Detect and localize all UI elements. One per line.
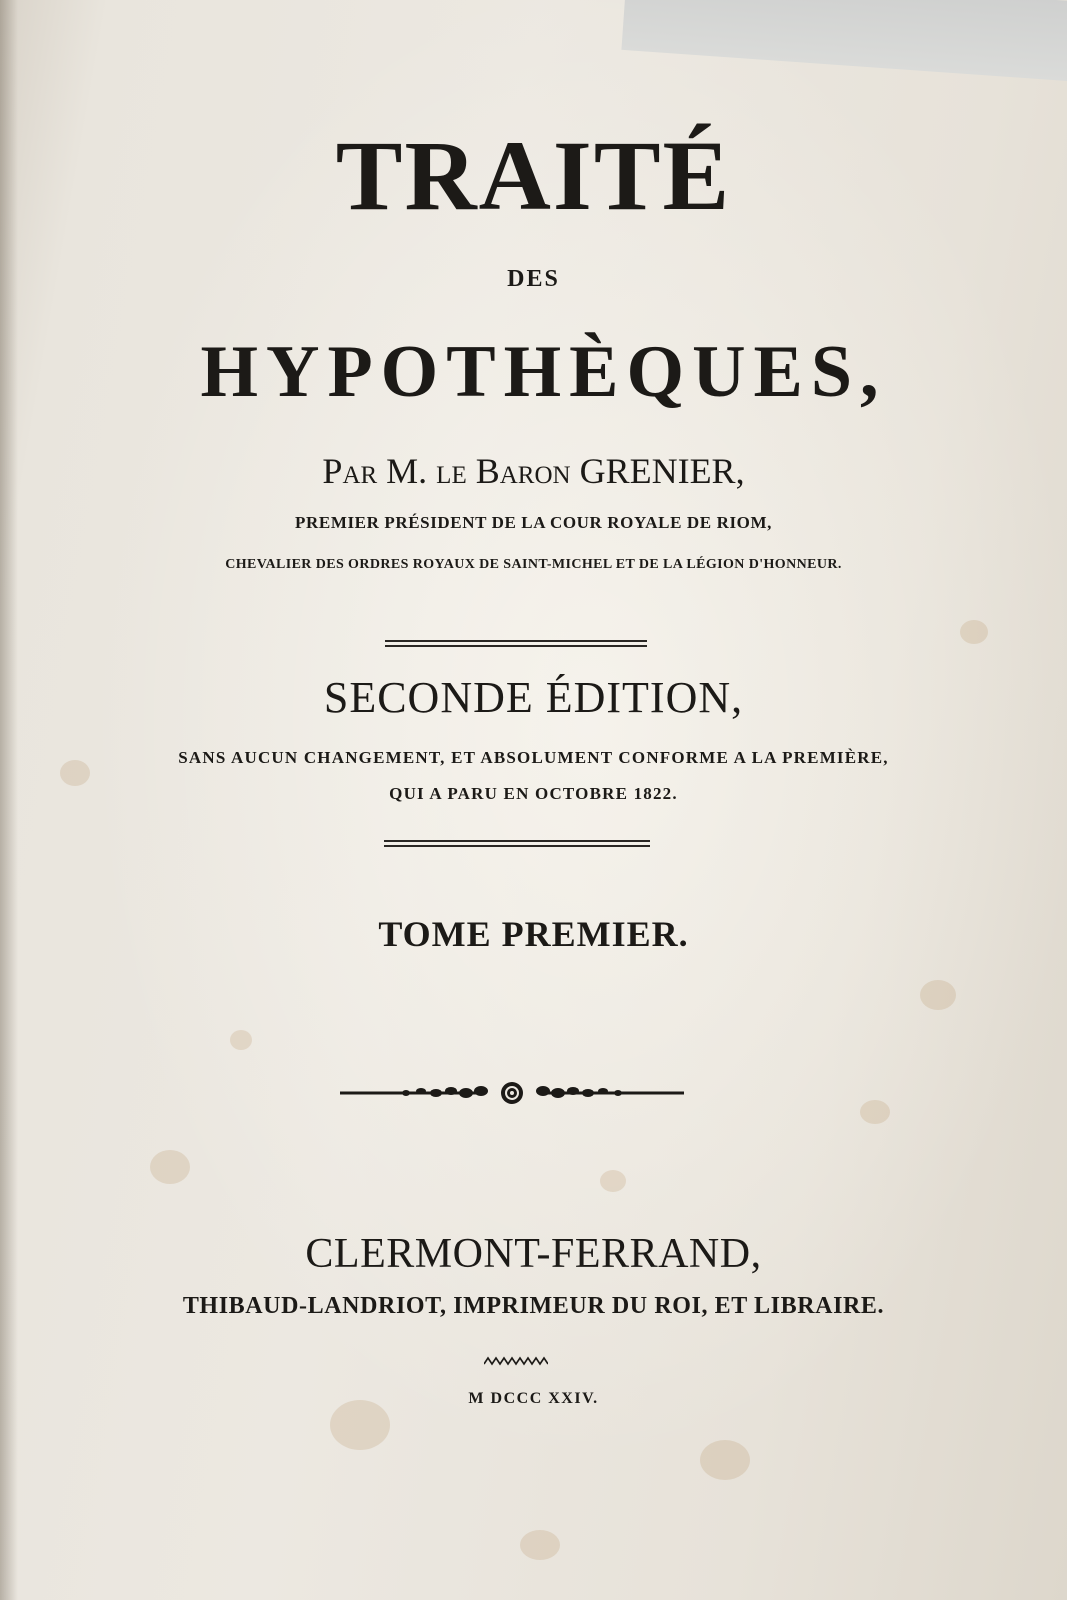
- printer-line: THIBAUD-LANDRIOT, IMPRIMEUR DU ROI, ET LIBRAIRE.: [182, 1293, 885, 1319]
- foxing-spot: [520, 1530, 560, 1560]
- small-ornament: [484, 1356, 548, 1366]
- page-corner: [621, 0, 1067, 83]
- foxing-spot: [600, 1170, 626, 1192]
- publication-city: CLERMONT-FERRAND,: [305, 1231, 762, 1277]
- ornament-divider: [336, 1080, 688, 1106]
- book-subject: HYPOTHÈQUES,: [200, 331, 887, 413]
- foxing-spot: [700, 1440, 750, 1480]
- double-rule-top: [385, 640, 647, 642]
- author-line: [0, 450, 1067, 492]
- author-prefix: Par M. le Baron: [322, 451, 571, 491]
- author-name: GRENIER,: [579, 451, 745, 491]
- foxing-spot: [860, 1100, 890, 1124]
- author-title-2: CHEVALIER DES ORDRES ROYAUX DE SAINT-MICHEL ET DE LA LÉGION D'HONNEUR.: [225, 557, 842, 572]
- publication-year: M DCCC XXIV.: [468, 1390, 599, 1407]
- foxing-spot: [230, 1030, 252, 1050]
- edition-note-1: SANS AUCUN CHANGEMENT, ET ABSOLUMENT CONFORME A LA PREMIÈRE,: [178, 748, 889, 767]
- title-connector: DES: [507, 266, 560, 292]
- volume-label: TOME PREMIER.: [378, 914, 689, 954]
- edition-note-2: QUI A PARU EN OCTOBRE 1822.: [389, 784, 678, 803]
- foxing-spot: [150, 1150, 190, 1184]
- edition-statement: SECONDE ÉDITION,: [323, 673, 744, 722]
- foxing-spot: [920, 980, 956, 1010]
- book-title: TRAITÉ: [335, 120, 732, 231]
- foxing-spot: [960, 620, 988, 644]
- author-title-1: PREMIER PRÉSIDENT DE LA COUR ROYALE DE RIOM,: [295, 513, 772, 532]
- double-rule-bottom: [384, 840, 650, 842]
